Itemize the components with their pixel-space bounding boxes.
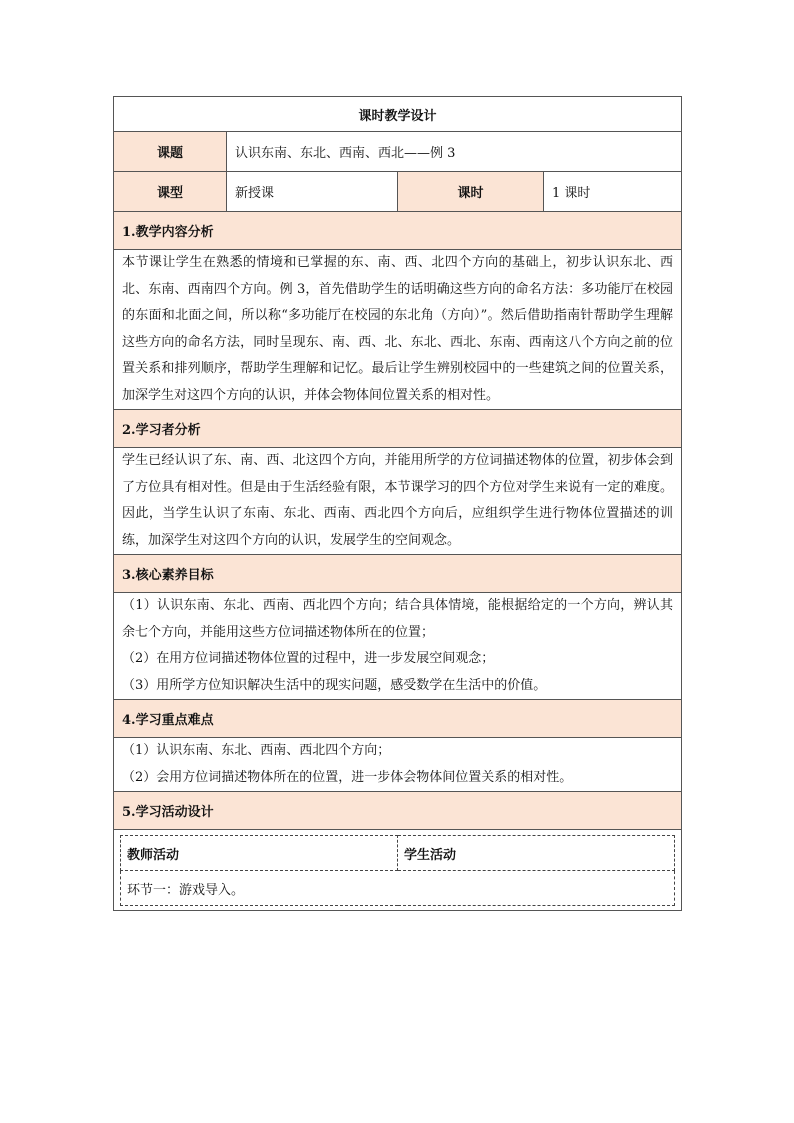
document-title: 课时教学设计	[114, 97, 682, 132]
list-item: （2）在用方位词描述物体位置的过程中，进一步发展空间观念；	[122, 651, 495, 666]
list-item: （2）会用方位词描述物体所在的位置，进一步体会物体间位置关系的相对性。	[122, 769, 573, 785]
topic-label: 课题	[114, 132, 227, 172]
hours-value: 1 课时	[544, 172, 682, 212]
list-item: （3）用所学方位知识解决生活中的现实问题，感受数学在生活中的价值。	[122, 677, 547, 693]
type-label: 课型	[114, 172, 227, 212]
topic-value: 认识东南、东北、西南、西北——例 3	[227, 132, 682, 172]
activity-table	[120, 835, 675, 906]
lesson-design-table	[113, 96, 682, 911]
hours-label: 课时	[398, 172, 544, 212]
section-heading-learner-analysis: 2.学习者分析	[114, 410, 682, 448]
section-heading-key-points: 4.学习重点难点	[114, 700, 682, 738]
core-goals-list	[114, 593, 682, 700]
content-analysis-text: 本节课让学生在熟悉的情境和已掌握的东、南、西、北四个方向的基础上，初步认识东北、西北、东南、西南四个方向。例 3，首先借助学生的话明确这些方向的命名方法：多功能厅在校园的东面和北面之间，所以称“多功能厅在校园的东北角（方向）”。然后借助指南针帮助学生理解这些方向的命名方法，同时呈现东、南、西、北、东北、西北、东南、西南这八个方向之前的位置关系和排列顺序，帮助学生理解和记忆。最后让学生辨别校园中的一些建筑之间的位置关系，加深学生对这四个方向的认识，并体会物体间位置关系的相对性。	[114, 250, 682, 410]
learner-analysis-text: 学生已经认识了东、南、西、北这四个方向，并能用所学的方位词描述物体的位置，初步体会到了方位具有相对性。但是由于生活经验有限，本节课学习的四个方位对学生来说有一定的难度。因此，当学生认识了东南、东北、西南、西北四个方向后，应组织学生进行物体位置描述的训练，加深学生对这四个方向的认识，发展学生的空间观念。	[114, 448, 682, 555]
activity-step-1: 环节一：游戏导入。	[121, 871, 675, 906]
student-activity-header: 学生活动	[398, 836, 675, 871]
key-points-list	[114, 738, 682, 792]
list-item: （1）认识东南、东北、西南、西北四个方向；	[122, 743, 391, 758]
list-item: （1）认识东南、东北、西南、西北四个方向；结合具体情境，能根据给定的一个方向，辨认其余七个方向，并能用这些方位词描述物体所在的位置；	[122, 598, 674, 640]
type-value: 新授课	[227, 172, 398, 212]
section-heading-core-goals: 3.核心素养目标	[114, 555, 682, 593]
activity-design-cell	[114, 830, 682, 911]
teacher-activity-header: 教师活动	[121, 836, 398, 871]
section-heading-content-analysis: 1.教学内容分析	[114, 212, 682, 250]
section-heading-activity-design: 5.学习活动设计	[114, 792, 682, 830]
lesson-design-sheet	[113, 96, 681, 911]
